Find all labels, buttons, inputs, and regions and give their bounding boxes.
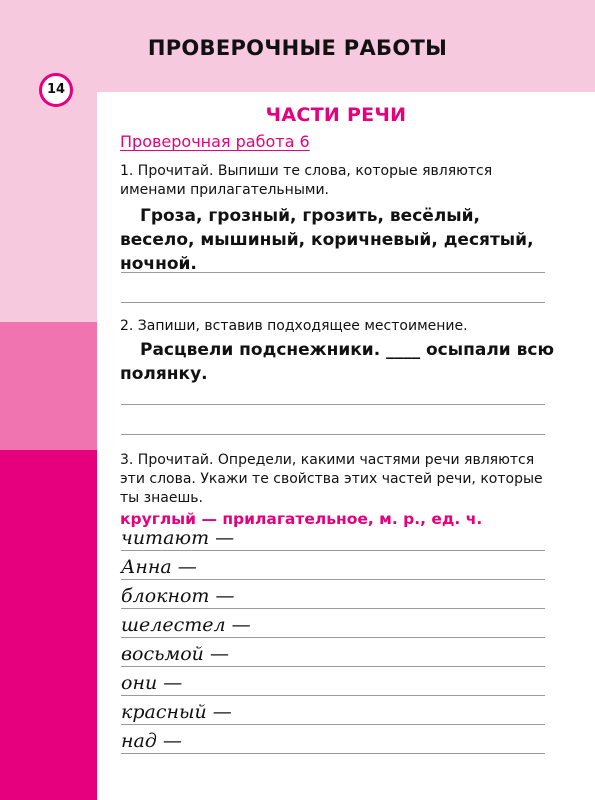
page-header-title: ПРОВЕРОЧНЫЕ РАБОТЫ: [147, 36, 448, 60]
answer-line[interactable]: [121, 608, 545, 609]
answer-line[interactable]: [121, 695, 545, 696]
answer-line[interactable]: [121, 666, 545, 667]
handwritten-word: над —: [121, 730, 182, 752]
answer-line[interactable]: [121, 404, 545, 405]
handwritten-word: красный —: [121, 701, 232, 723]
handwritten-word: шелестел —: [121, 614, 251, 636]
task3-example: круглый — прилагательное, м. р., ед. ч.: [120, 510, 483, 528]
handwritten-word: блокнот —: [121, 585, 235, 607]
section-title: ЧАСТИ РЕЧИ: [265, 104, 407, 126]
page-number-badge: 14: [39, 73, 73, 107]
answer-line[interactable]: [121, 302, 545, 303]
task3-instruction: 3. Прочитай. Определи, какими частями речи являются эти слова. Укажи те свойства этих частей речи, которые ты знаешь.: [120, 452, 543, 506]
task1-instruction: 1. Прочитай. Выпиши те слова, которые являются именами прилагательными.: [120, 163, 493, 198]
answer-line[interactable]: [121, 637, 545, 638]
answer-line[interactable]: [121, 550, 545, 551]
handwritten-word: читают —: [121, 527, 235, 549]
worksheet: [97, 92, 595, 800]
answer-line[interactable]: [121, 579, 545, 580]
handwritten-word: Анна —: [121, 556, 197, 578]
handwritten-word: они —: [121, 672, 183, 694]
task2-sentence: Расцвели подснежники. ____ осыпали всю полянку.: [120, 340, 554, 384]
task2-instruction: 2. Запиши, вставив подходящее местоимение.: [120, 318, 468, 334]
handwritten-word: восьмой —: [121, 643, 229, 665]
answer-line[interactable]: [121, 724, 545, 725]
work-title: Проверочная работа 6: [120, 132, 310, 151]
task1-words: Гроза, грозный, грозить, весёлый, весело, мышиный, коричневый, десятый, ночной.: [120, 206, 534, 274]
answer-line[interactable]: [121, 272, 545, 273]
answer-line[interactable]: [121, 753, 545, 754]
answer-line[interactable]: [121, 434, 545, 435]
